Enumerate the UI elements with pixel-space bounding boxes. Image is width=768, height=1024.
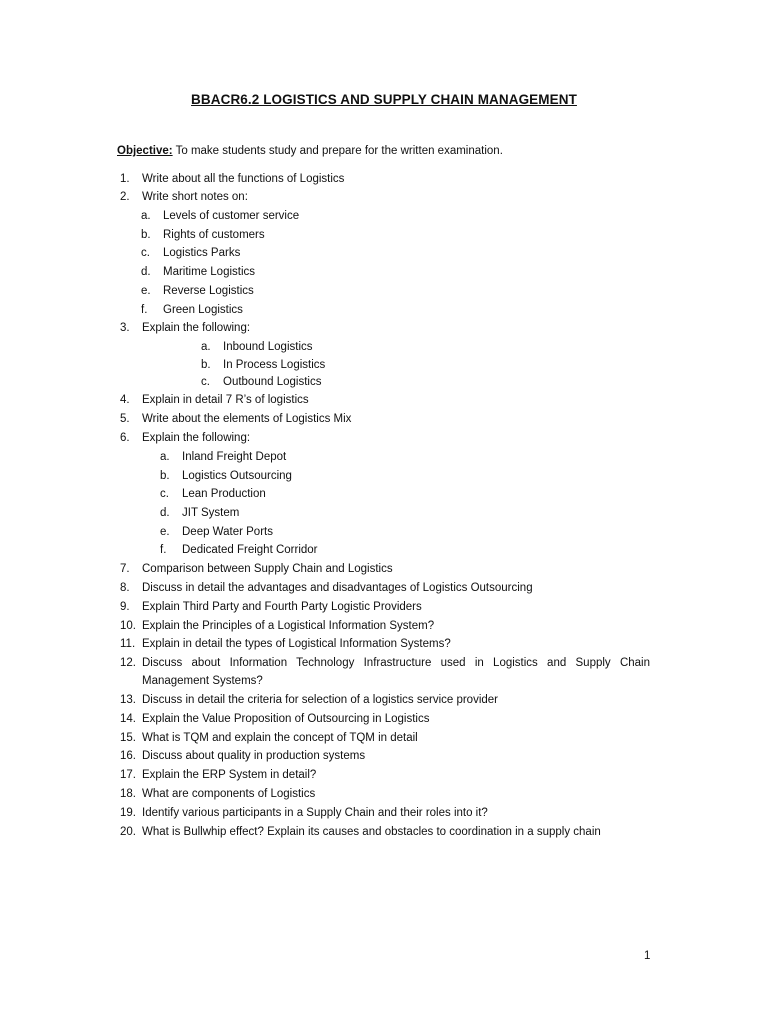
sub-text: Dedicated Freight Corridor — [182, 544, 318, 556]
sub-text: Lean Production — [182, 488, 266, 500]
question-number: 17. — [120, 769, 136, 781]
question-number: 10. — [120, 620, 136, 632]
question-text: Discuss about Information Technology Infrastructure used in Logistics and Supply Chain — [142, 657, 650, 669]
question-text: Explain in detail the types of Logistical Information Systems? — [142, 638, 451, 650]
sub-text: In Process Logistics — [223, 359, 326, 371]
question-number: 11. — [120, 638, 136, 650]
question-number: 13. — [120, 694, 136, 706]
sub-letter: a. — [201, 341, 211, 353]
question-text: Explain the following: — [142, 432, 251, 444]
sub-letter: b. — [201, 359, 211, 371]
question-text: Discuss in detail the criteria for selection of a logistics service provider — [142, 694, 499, 706]
sub-text: Reverse Logistics — [163, 285, 254, 297]
sub-letter: b. — [160, 470, 170, 482]
sub-text: Maritime Logistics — [163, 266, 256, 278]
document-title: BBACR6.2 LOGISTICS AND SUPPLY CHAIN MANAGEMENT — [191, 92, 577, 107]
question-text: What is Bullwhip effect? Explain its causes and obstacles to coordination in a supply chain — [142, 826, 601, 838]
question-text: Explain the following: — [142, 322, 251, 334]
sub-letter: c. — [141, 247, 150, 259]
question-text: Discuss about quality in production systems — [142, 750, 366, 762]
question-number: 4. — [120, 394, 130, 406]
question-text: What are components of Logistics — [142, 788, 316, 800]
sub-text: JIT System — [182, 507, 240, 519]
sub-letter: f. — [141, 304, 148, 316]
question-number: 16. — [120, 750, 136, 762]
question-number: 5. — [120, 413, 130, 425]
question-number: 9. — [120, 601, 130, 613]
question-text: What is TQM and explain the concept of TQM in detail — [142, 732, 418, 744]
sub-letter: c. — [160, 488, 169, 500]
question-number: 19. — [120, 807, 136, 819]
question-text: Explain the ERP System in detail? — [142, 769, 317, 781]
question-text: Explain the Value Proposition of Outsourcing in Logistics — [142, 713, 430, 725]
sub-text: Inland Freight Depot — [182, 451, 287, 463]
sub-letter: d. — [160, 507, 170, 519]
sub-letter: e. — [160, 526, 170, 538]
sub-text: Levels of customer service — [163, 210, 300, 222]
sub-text: Green Logistics — [163, 304, 243, 316]
question-number: 1. — [120, 173, 130, 185]
objective-line — [117, 145, 503, 157]
question-text: Explain the Principles of a Logistical Information System? — [142, 620, 435, 632]
sub-letter: c. — [201, 376, 210, 388]
question-number: 3. — [120, 322, 130, 334]
objective-label: Objective: — [117, 145, 173, 157]
sub-letter: b. — [141, 229, 151, 241]
question-number: 20. — [120, 826, 136, 838]
question-number: 7. — [120, 563, 130, 575]
question-text: Explain Third Party and Fourth Party Logistic Providers — [142, 601, 422, 613]
sub-letter: a. — [160, 451, 170, 463]
question-number: 2. — [120, 191, 130, 203]
question-number: 12. — [120, 657, 136, 669]
page-number: 1 — [644, 950, 651, 962]
question-number: 8. — [120, 582, 130, 594]
question-text: Write short notes on: — [142, 191, 248, 203]
sub-letter: e. — [141, 285, 151, 297]
question-number: 6. — [120, 432, 130, 444]
sub-text: Outbound Logistics — [223, 376, 322, 388]
question-text-continued: Management Systems? — [142, 675, 263, 687]
question-item — [120, 657, 650, 693]
question-text: Write about all the functions of Logistics — [142, 173, 345, 185]
question-number: 14. — [120, 713, 136, 725]
sub-text: Logistics Outsourcing — [182, 470, 292, 482]
sub-letter: f. — [160, 544, 167, 556]
question-text: Comparison between Supply Chain and Logistics — [142, 563, 393, 575]
question-text: Discuss in detail the advantages and disadvantages of Logistics Outsourcing — [142, 582, 533, 594]
question-text: Identify various participants in a Supply Chain and their roles into it? — [142, 807, 488, 819]
objective-text: To make students study and prepare for the written examination. — [172, 145, 503, 157]
sub-text: Logistics Parks — [163, 247, 241, 259]
question-number: 15. — [120, 732, 136, 744]
sub-letter: a. — [141, 210, 151, 222]
sub-text: Rights of customers — [163, 229, 265, 241]
sub-text: Deep Water Ports — [182, 526, 273, 538]
sub-letter: d. — [141, 266, 151, 278]
sub-text: Inbound Logistics — [223, 341, 313, 353]
question-text: Explain in detail 7 R’s of logistics — [142, 394, 309, 406]
question-text: Write about the elements of Logistics Mix — [142, 413, 352, 425]
question-number: 18. — [120, 788, 136, 800]
